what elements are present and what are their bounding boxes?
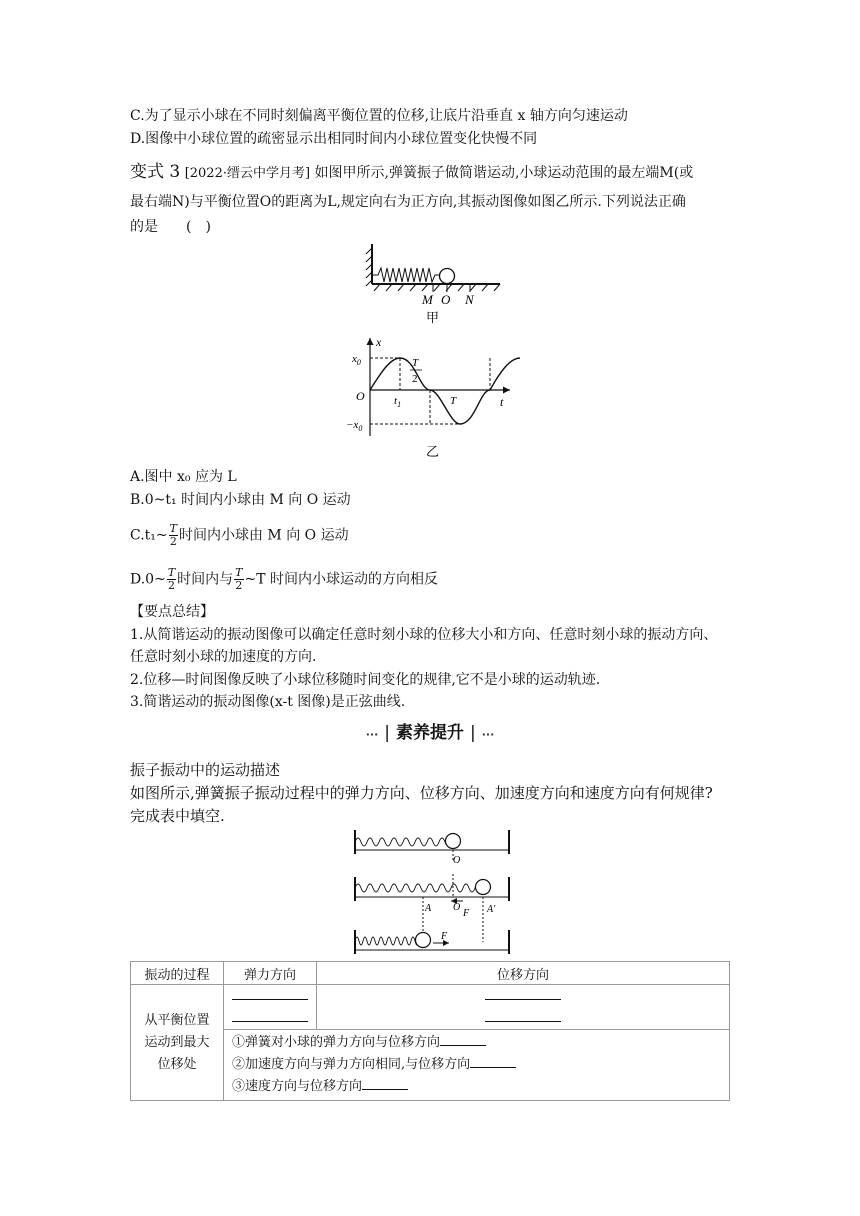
label-O-mid: O (453, 902, 461, 913)
rule-2[interactable]: ②加速度方向与弹力方向相同,与位移方向 (232, 1054, 721, 1076)
label-A: A (425, 903, 432, 914)
caption-jia: 甲 (426, 311, 440, 326)
section-line-2: 完成表中填空. (130, 807, 225, 825)
label-O-top: O (453, 855, 461, 866)
fill-in-table (130, 961, 730, 1101)
tick-x0: $x_0$ (352, 353, 361, 367)
option-d-prev: D.图像中小球位置的疏密显示出相同时间内小球位置变化快慢不同 (130, 131, 538, 147)
question-label: 变式 3 (130, 162, 181, 182)
choice-c: C.t₁~ $\frac{T}{2}$ 时间内小球由 M 向 O 运动 (130, 522, 349, 548)
question-text-1: 如图甲所示,弹簧振子做简谐运动,小球运动范围的最左端M(或 (314, 165, 694, 181)
figure-yi-graph (340, 332, 520, 462)
caption-yi: 乙 (426, 445, 440, 460)
elastic-force-blanks[interactable] (224, 985, 317, 1030)
label-F-mid: F (463, 908, 470, 919)
fraction-T-over-2: $\frac{T}{2}$ (169, 522, 177, 548)
choice-d: D.0~ $\frac{T}{2}$ 时间内与 $\frac{T}{2}$ ~T 时间内小球运动的方向相反 (130, 566, 439, 592)
figure-three-states (345, 826, 520, 958)
tick-t1: $t_1$ (394, 395, 402, 409)
label-M: M (422, 292, 433, 307)
summary-point-3: 3.简谐运动的振动图像(x-t 图像)是正弦曲线. (130, 694, 406, 710)
summary-point-1a: 1.从简谐运动的振动图像可以确定任意时刻小球的位移大小和方向、任意时刻小球的振动方向、 (130, 627, 718, 643)
tick-half-T-den: 2 (412, 373, 418, 385)
rule-3[interactable]: ③速度方向与位移方向 (232, 1076, 721, 1098)
tick-half-T-num: T (412, 357, 419, 369)
label-N: N (465, 292, 474, 307)
section-banner: ··· | 素养提升 | ··· (365, 723, 495, 743)
question-line-2: 最右端N)与平衡位置O的距离为L,规定向右为正方向,其振动图像如图乙所示.下列说法正确 (130, 194, 686, 210)
tick-T: T (450, 395, 457, 407)
question-line-1 (130, 162, 693, 184)
axis-label-x: x (376, 335, 382, 349)
choice-a: A.图中 x₀ 应为 L (130, 469, 237, 485)
section-title: 振子振动中的运动描述 (130, 761, 281, 779)
table-header-process: 振动的过程 (131, 962, 224, 985)
axis-label-t: t (500, 395, 504, 409)
rule-1[interactable]: ①弹簧对小球的弹力方向与位移方向 (232, 1032, 721, 1054)
tick-neg-x0: $-x_0$ (346, 419, 363, 433)
figure-jia-oscillator (360, 240, 510, 330)
blank-answer (485, 985, 561, 1000)
section-line-1: 如图所示,弹簧振子振动过程中的弹力方向、位移方向、加速度方向和速度方向有何规律? (130, 784, 713, 802)
question-line-3: 的是 ( ) (130, 219, 211, 235)
label-O: O (441, 292, 451, 307)
table-row-label: 从平衡位置运动到最大位移处 (131, 985, 224, 1101)
fraction-T-over-2: $\frac{T}{2}$ (167, 566, 176, 592)
label-A-prime: A' (487, 904, 496, 915)
label-F-bottom: F (441, 931, 448, 942)
table-header-displacement: 位移方向 (317, 962, 730, 985)
blank-answer (485, 1007, 561, 1022)
blank-answer (232, 985, 308, 1000)
choice-b: B.0~t₁ 时间内小球由 M 向 O 运动 (130, 492, 351, 508)
blank-answer (232, 1007, 308, 1022)
summary-title: 【要点总结】 (130, 604, 214, 620)
displacement-blanks[interactable] (317, 985, 730, 1030)
summary-point-1b: 任意时刻小球的加速度的方向. (130, 649, 317, 665)
table-header-elastic-force: 弹力方向 (224, 962, 317, 985)
question-source: [2022·缙云中学月考] (184, 166, 311, 181)
rules-cell (224, 1030, 730, 1101)
fraction-T-over-2: $\frac{T}{2}$ (235, 566, 243, 592)
option-c-prev: C.为了显示小球在不同时刻偏离平衡位置的位移,让底片沿垂直 x 轴方向匀速运动 (130, 108, 628, 124)
summary-point-2: 2.位移—时间图像反映了小球位移随时间变化的规律,它不是小球的运动轨迹. (130, 672, 601, 688)
origin-label: O (356, 389, 365, 403)
